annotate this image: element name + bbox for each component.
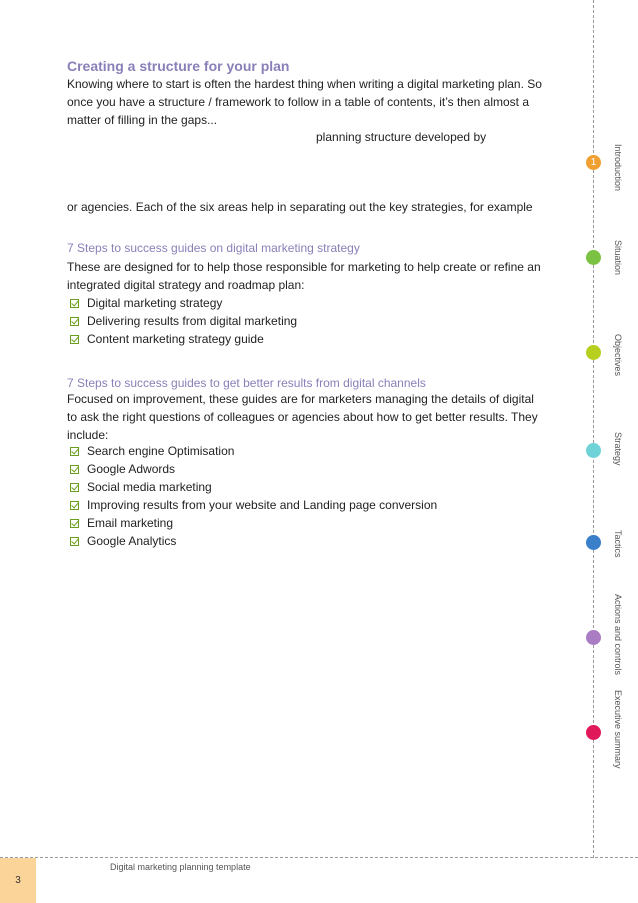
channel-guides-heading: 7 Steps to success guides to get better results from digital channels bbox=[67, 376, 426, 390]
section-dot-actions-and-controls[interactable] bbox=[586, 630, 601, 645]
sidebar-label-tactics[interactable]: Tactics bbox=[613, 530, 623, 558]
sidebar-label-situation[interactable]: Situation bbox=[613, 240, 623, 276]
description-line: include: bbox=[67, 428, 109, 442]
section-dot-tactics[interactable] bbox=[586, 535, 601, 550]
checkbox-checked-icon bbox=[70, 501, 79, 510]
sidebar-label-strategy[interactable]: Strategy bbox=[613, 432, 623, 466]
list-item-label: Social media marketing bbox=[87, 480, 212, 494]
list-item-label: Email marketing bbox=[87, 516, 174, 530]
section-dot-objectives[interactable] bbox=[586, 345, 601, 360]
section-dot-strategy[interactable] bbox=[586, 443, 601, 458]
list-item-label: Google Analytics bbox=[87, 534, 177, 548]
description-line: to ask the right questions of colleagues or agencies about how to get better results. They bbox=[67, 410, 538, 424]
section-title: Creating a structure for your plan bbox=[67, 58, 290, 74]
list-item bbox=[70, 532, 437, 550]
list-item-label: Search engine Optimisation bbox=[87, 444, 235, 458]
description-line: These are designed for to help those responsible for marketing to help create or refine an bbox=[67, 260, 541, 274]
list-item bbox=[70, 442, 437, 460]
intro-line: matter of filling in the gaps... bbox=[67, 113, 218, 127]
list-item-label: Google Adwords bbox=[87, 462, 176, 476]
checkbox-checked-icon bbox=[70, 465, 79, 474]
sidebar-label-objectives[interactable]: Objectives bbox=[613, 334, 623, 377]
planning-structure-fragment: planning structure developed by bbox=[316, 130, 487, 144]
list-item bbox=[70, 514, 437, 532]
channel-guides-list bbox=[70, 442, 437, 550]
checkbox-checked-icon bbox=[70, 335, 79, 344]
list-item bbox=[70, 330, 297, 348]
footer-doc-title: Digital marketing planning template bbox=[110, 862, 251, 872]
checkbox-checked-icon bbox=[70, 537, 79, 546]
checkbox-checked-icon bbox=[70, 447, 79, 456]
checkbox-checked-icon bbox=[70, 483, 79, 492]
section-dot-situation[interactable] bbox=[586, 250, 601, 265]
checkbox-checked-icon bbox=[70, 519, 79, 528]
list-item-label: Content marketing strategy guide bbox=[87, 332, 264, 346]
list-item bbox=[70, 460, 437, 478]
sidebar-label-executive-summary[interactable]: Executive summary bbox=[613, 690, 623, 769]
list-item-label: Delivering results from digital marketing bbox=[87, 314, 298, 328]
list-item-label: Improving results from your website and Landing page conversion bbox=[87, 498, 438, 512]
list-item bbox=[70, 478, 437, 496]
footer-divider bbox=[0, 857, 638, 858]
page-number: 3 bbox=[0, 858, 36, 903]
list-item bbox=[70, 312, 297, 330]
checkbox-checked-icon bbox=[70, 317, 79, 326]
list-item-label: Digital marketing strategy bbox=[87, 296, 223, 310]
section-dot-introduction[interactable]: 1 bbox=[586, 155, 601, 170]
description-line: Focused on improvement, these guides are for marketers managing the details of digital bbox=[67, 392, 534, 406]
strategy-guides-list bbox=[70, 294, 297, 348]
strategy-guides-description bbox=[67, 258, 541, 294]
six-areas-fragment: or agencies. Each of the six areas help in separating out the key strategies, for example bbox=[67, 200, 533, 214]
section-dot-executive-summary[interactable] bbox=[586, 725, 601, 740]
list-item bbox=[70, 496, 437, 514]
intro-line: once you have a structure / framework to follow in a table of contents, it’s then almost a bbox=[67, 95, 530, 109]
description-line: integrated digital strategy and roadmap plan: bbox=[67, 278, 305, 292]
intro-line: Knowing where to start is often the hardest thing when writing a digital marketing plan. So bbox=[67, 77, 542, 91]
intro-paragraph bbox=[67, 75, 542, 129]
checkbox-checked-icon bbox=[70, 299, 79, 308]
strategy-guides-heading: 7 Steps to success guides on digital marketing strategy bbox=[67, 241, 360, 255]
sidebar-label-actions-and-controls[interactable]: Actions and controls bbox=[613, 594, 623, 676]
channel-guides-description bbox=[67, 390, 538, 444]
list-item bbox=[70, 294, 297, 312]
sidebar-label-introduction[interactable]: Introduction bbox=[613, 144, 623, 192]
